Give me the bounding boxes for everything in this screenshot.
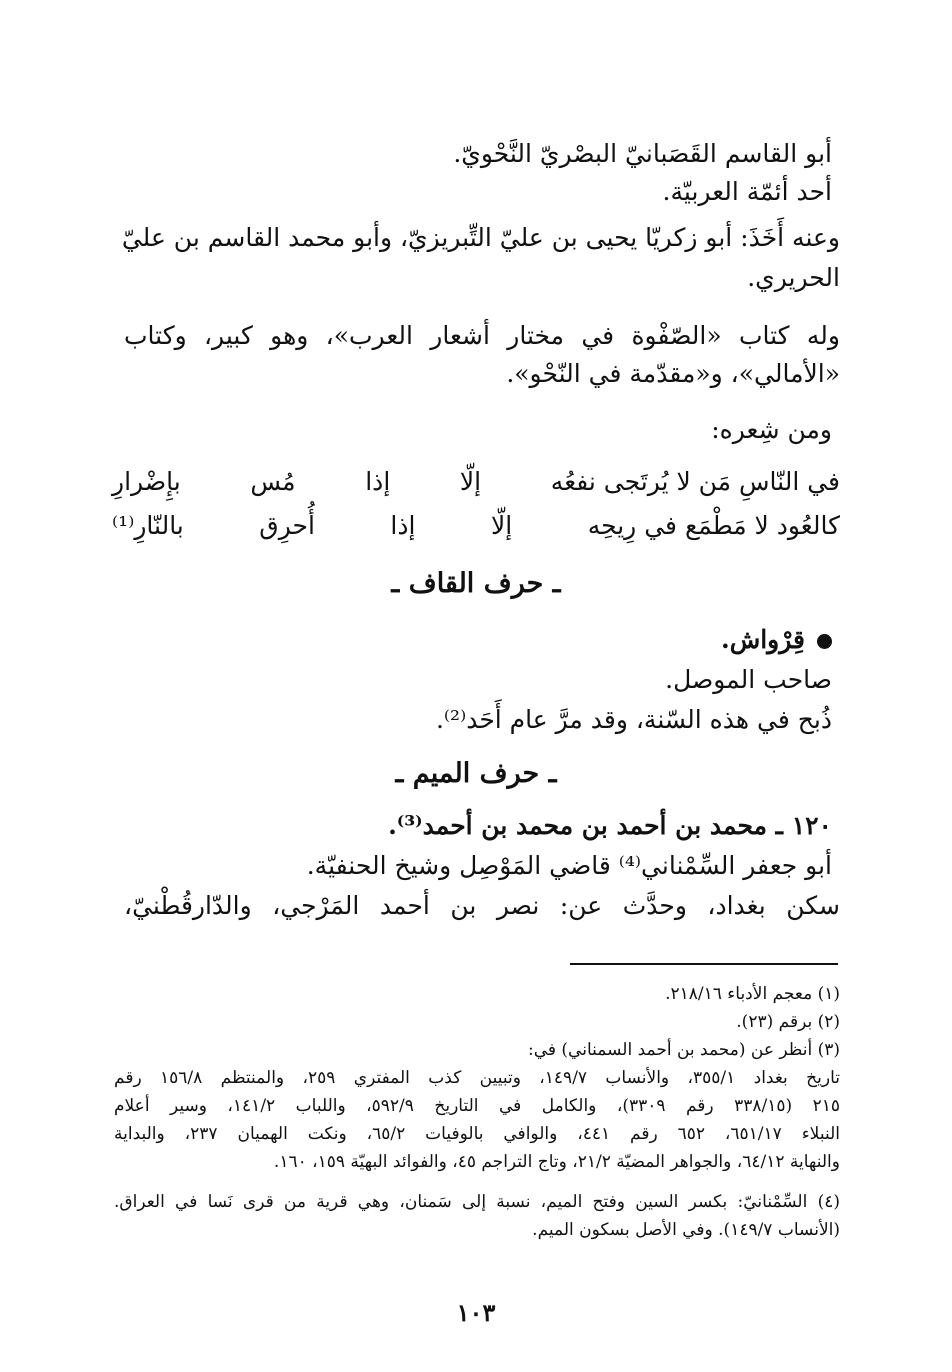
- verse-part: في النّاسِ مَن لا يُرتَجى نفعُه: [550, 467, 840, 496]
- text-line: أبو القاسم القَصَبانيّ البصْريّ النَّحْويّ.: [453, 139, 832, 168]
- verse-part: إذا: [365, 467, 391, 496]
- entry-name: قِرْواش.: [721, 625, 805, 654]
- text-line: وعنه أَخَذَ: أبو زكريّا يحيى بن عليّ التِّبريزيّ، وأبو محمد القاسم بن عليّ: [121, 223, 840, 252]
- text-line: سكن بغداد، وحدَّث عن: نصر بن أحمد المَرْجي، والدّارقُطْنيّ،: [124, 891, 840, 920]
- verse-part: أُحرِق: [259, 511, 315, 540]
- footnote: (٣) أنظر عن (محمد بن أحمد السمناني) في:: [528, 1040, 840, 1060]
- footnote-line: والنهاية ٦٤/١٢، والجواهر المضيّة ٢١/٢، وتاج التراجم ٤٥، والفوائد البهيّة ١٥٩، ١٦٠.: [273, 1152, 840, 1172]
- text-line: «الأمالي»، و«مقدّمة في النّحْو».: [506, 359, 840, 388]
- footnote-divider: [570, 963, 838, 965]
- verse-part: إلّا: [459, 467, 482, 496]
- footnote: (٢) برقم (٢٣).: [736, 1012, 840, 1032]
- text-line: ومن شِعره:: [711, 415, 832, 444]
- verse-part: إذا: [390, 511, 416, 540]
- verse-part: كالعُود لا مَطْمَع في رِيحِه: [587, 511, 840, 540]
- verse-part: بالنّارِ⁽¹⁾: [112, 511, 184, 540]
- footnote: (١) معجم الأدباء ٢١٨/١٦.: [665, 984, 840, 1004]
- section-heading: ـ حرف القاف ـ: [391, 568, 561, 599]
- footnote-line: تاريخ بغداد ٣٥٥/١، والأنساب ١٤٩/٧، وتبيين كذب المفتري ٢٥٩، والمنتظم ١٥٦/٨ رقم: [114, 1068, 840, 1088]
- bullet-icon: [817, 634, 832, 649]
- footnote-line: النبلاء ٦٥١/١٧، ٦٥٢ رقم ٤٤١، والوافي بالوفيات ٦٥/٢، ونكت الهميان ٢٣٧، والبداية: [114, 1124, 840, 1144]
- poem-verse: [112, 506, 840, 546]
- verse-part: إلّا: [490, 511, 513, 540]
- footnote: (٤) السِّمْنانيّ: بكسر السين وفتح الميم، نسبة إلى سَمنان، وهي قرية من قرى نَسا في العراق.: [114, 1192, 840, 1212]
- text-line: ذُبح في هذه السّنة، وقد مرَّ عام أَحَد⁽²⁾.: [435, 705, 832, 734]
- text-line: أحد أئمّة العربيّة.: [662, 177, 832, 206]
- entry-title: [112, 620, 832, 660]
- text-line: وله كتاب «الصّفْوة في مختار أشعار العرب»، وهو كبير، وكتاب: [124, 321, 840, 350]
- verse-part: بإِضْرارِ: [112, 467, 181, 496]
- footnote-line: ٢١٥ (٣٣٨/١٥ رقم ٣٣٠٩)، والكامل في التاريخ ٥٩٢/٩، واللباب ١٤١/٢، وسير أعلام: [114, 1096, 840, 1116]
- text-line: أبو جعفر السِّمْناني⁽⁴⁾ قاضي المَوْصِل وشيخ الحنفيّة.: [306, 851, 832, 880]
- text-line: الحريري.: [747, 263, 840, 292]
- page-number: ١٠٣: [456, 1298, 496, 1327]
- entry-title: ١٢٠ ـ محمد بن أحمد بن محمد بن أحمد⁽³⁾.: [388, 811, 832, 840]
- poem-verse: [112, 462, 840, 502]
- section-heading: ـ حرف الميم ـ: [395, 758, 557, 789]
- footnote-line: (الأنساب ١٤٩/٧). وفي الأصل بسكون الميم.: [532, 1220, 840, 1240]
- text-line: صاحب الموصل.: [665, 665, 832, 694]
- verse-part: مُس: [250, 467, 296, 496]
